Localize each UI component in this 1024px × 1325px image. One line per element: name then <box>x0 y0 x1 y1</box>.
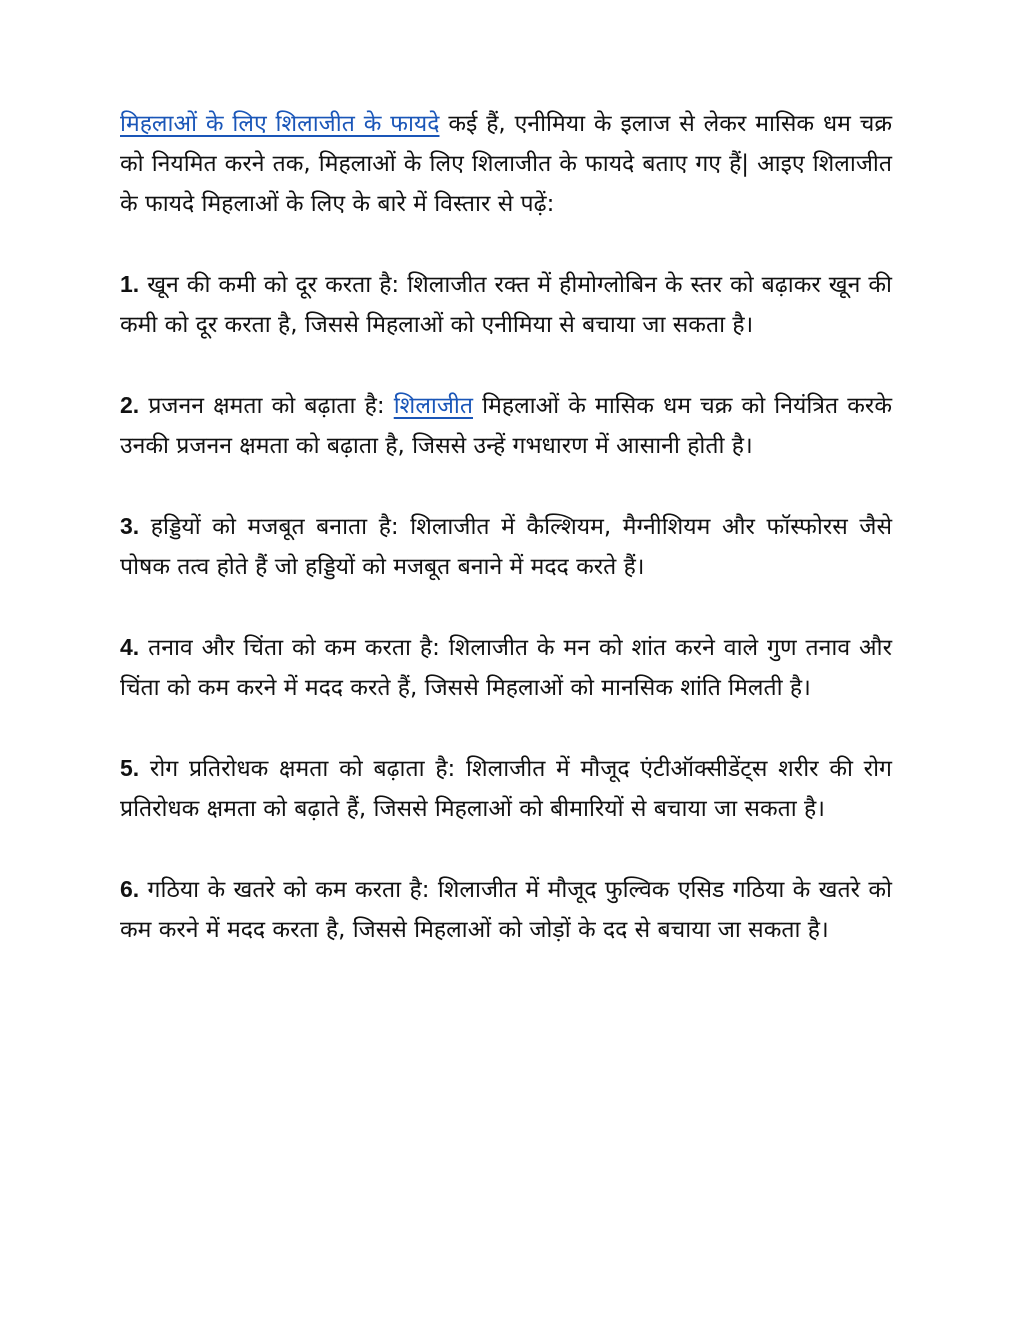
item-text: हड्डियों को मजबूत बनाता है: शिलाजीत में कैल्शियम, मैग्नीशियम और फॉस्फोरस जैसे पोषक तत्व होते हैं जो हड्डियों को मजबूत बनाने में मदद करते हैं। <box>120 514 892 580</box>
list-item-5 <box>120 748 892 829</box>
list-item-2 <box>120 385 892 466</box>
item-number: 4. <box>120 634 140 660</box>
shilajit-link[interactable]: शिलाजीत <box>393 393 473 419</box>
item-text-after-link: मिहलाओं के मासिक धम चक्र को नियंत्रित करके उनकी प्रजनन क्षमता को बढ़ाता है, जिससे उन्हें गभधारण में आसानी होती है। <box>120 393 892 459</box>
list-item-4 <box>120 627 892 708</box>
item-text-before-link: प्रजनन क्षमता को बढ़ाता है: <box>139 393 394 419</box>
intro-paragraph <box>120 104 892 224</box>
intro-text: कई हैं, एनीमिया के इलाज से लेकर मासिक धम चक्र को नियमित करने तक, मिहलाओं के लिए शिलाजीत के फायदे बताए गए हैं| आइए शिलाजीत के फायदे मिहलाओं के लिए के बारे में विस्तार से पढ़ें: <box>120 111 892 217</box>
item-text: गठिया के खतरे को कम करता है: शिलाजीत में मौजूद फुल्विक एसिड गठिया के खतरे को कम करने में मदद करता है, जिससे मिहलाओं को जोड़ों के दद से बचाया जा सकता है। <box>120 877 892 943</box>
list-item-3 <box>120 506 892 587</box>
item-text: तनाव और चिंता को कम करता है: शिलाजीत के मन को शांत करने वाले गुण तनाव और चिंता को कम करने में मदद करते हैं, जिससे मिहलाओं को मानसिक शांति मिलती है। <box>120 635 892 701</box>
item-number: 1. <box>120 271 140 297</box>
item-number: 2. <box>120 392 140 418</box>
list-item-1 <box>120 264 892 345</box>
list-item-6 <box>120 869 892 950</box>
item-number: 6. <box>120 876 140 902</box>
document-body <box>120 104 892 990</box>
item-number: 5. <box>120 755 140 781</box>
item-number: 3. <box>120 513 140 539</box>
item-text: खून की कमी को दूर करता है: शिलाजीत रक्त में हीमोग्लोबिन के स्तर को बढ़ाकर खून की कमी को दूर करता है, जिससे मिहलाओं को एनीमिया से बचाया जा सकता है। <box>120 272 892 338</box>
item-text: रोग प्रतिरोधक क्षमता को बढ़ाता है: शिलाजीत में मौजूद एंटीऑक्सीडेंट्स शरीर की रोग प्रतिरोधक क्षमता को बढ़ाते हैं, जिससे मिहलाओं को बीमारियों से बचाया जा सकता है। <box>120 756 892 822</box>
intro-link[interactable]: मिहलाओं के लिए शिलाजीत के फायदे <box>120 111 440 137</box>
